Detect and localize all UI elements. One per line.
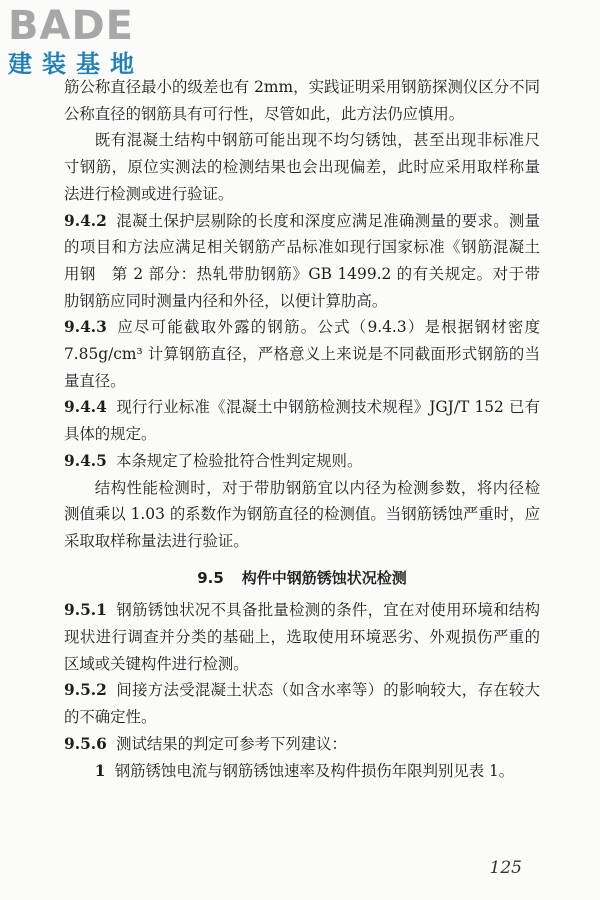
item-number: 1 (94, 761, 106, 780)
clause-number: 9.4.2 (64, 211, 107, 230)
page-number: 125 (489, 858, 522, 878)
paragraph: 结构性能检测时，对于带肋钢筋宜以内径为检测参数，将内径检测值乘以 1.03 的系数作为钢筋直径的检测值。当钢筋锈蚀严重时，应采取取样称量法进行验证。 (64, 478, 540, 550)
clause-number: 9.4.5 (64, 451, 107, 470)
section-heading (64, 565, 540, 592)
clause-9-5-2: 9.5.2 间接方法受混凝土状态（如含水率等）的影响较大，存在较大的不确定性。 (64, 681, 540, 727)
clause-number: 9.4.4 (64, 398, 107, 417)
logo-subtitle: 建装基地 (8, 50, 144, 78)
paragraph: 筋公称直径最小的级差也有 2mm，实践证明采用钢筋探测仪区分不同公称直径的钢筋具有可行性，尽管如此，此方法仍应慎用。 (64, 78, 540, 123)
clause-9-4-2: 9.4.2 混凝土保护层剔除的长度和深度应满足准确测量的要求。测量的项目和方法应满足相关钢筋产品标准如现行国家标准《钢筋混凝土用钢 第 2 部分：热轧带肋钢筋》GB 1499.2 的有关规定。对于带肋钢筋应同时测量内径和外径，以便计算肋高。 (64, 211, 540, 310)
document-body (64, 74, 540, 784)
logo-wordmark: BADE (8, 3, 134, 49)
section-title: 构件中钢筋锈蚀状况检测 (241, 568, 407, 587)
clause-9-5-6: 9.5.6 测试结果的判定可参考下列建议： (64, 734, 347, 753)
clause-number: 9.5.2 (64, 681, 107, 700)
clause-9-4-5: 9.4.5 本条规定了检验批符合性判定规则。 (64, 451, 363, 470)
paragraph: 既有混凝土结构中钢筋可能出现不均匀锈蚀，甚至出现非标准尺寸钢筋，原位实测法的检测结果也会出现偏差，此时应采用取样称量法进行检测或进行验证。 (64, 131, 540, 203)
clause-number: 9.5.1 (64, 601, 107, 620)
clause-number: 9.4.3 (64, 318, 107, 337)
clause-number: 9.5.6 (64, 734, 107, 753)
logo (8, 4, 180, 90)
clause-9-4-3: 9.4.3 应尽可能截取外露的钢筋。公式（9.4.3）是根据钢材密度 7.85g/cm³ 计算钢筋直径，严格意义上来说是不同截面形式钢筋的当量直径。 (64, 318, 540, 390)
clause-9-5-1: 9.5.1 钢筋锈蚀状况不具备批量检测的条件，宜在对使用环境和结构现状进行调查并分类的基础上，选取使用环境恶劣、外观损伤严重的区域或关键构件进行检测。 (64, 601, 540, 673)
clause-9-4-4: 9.4.4 现行行业标准《混凝土中钢筋检测技术规程》JGJ/T 152 已有具体的规定。 (64, 398, 540, 444)
list-item: 1 钢筋锈蚀电流与钢筋锈蚀速率及构件损伤年限判别见表 1。 (94, 761, 515, 780)
section-number: 9.5 (197, 568, 224, 587)
